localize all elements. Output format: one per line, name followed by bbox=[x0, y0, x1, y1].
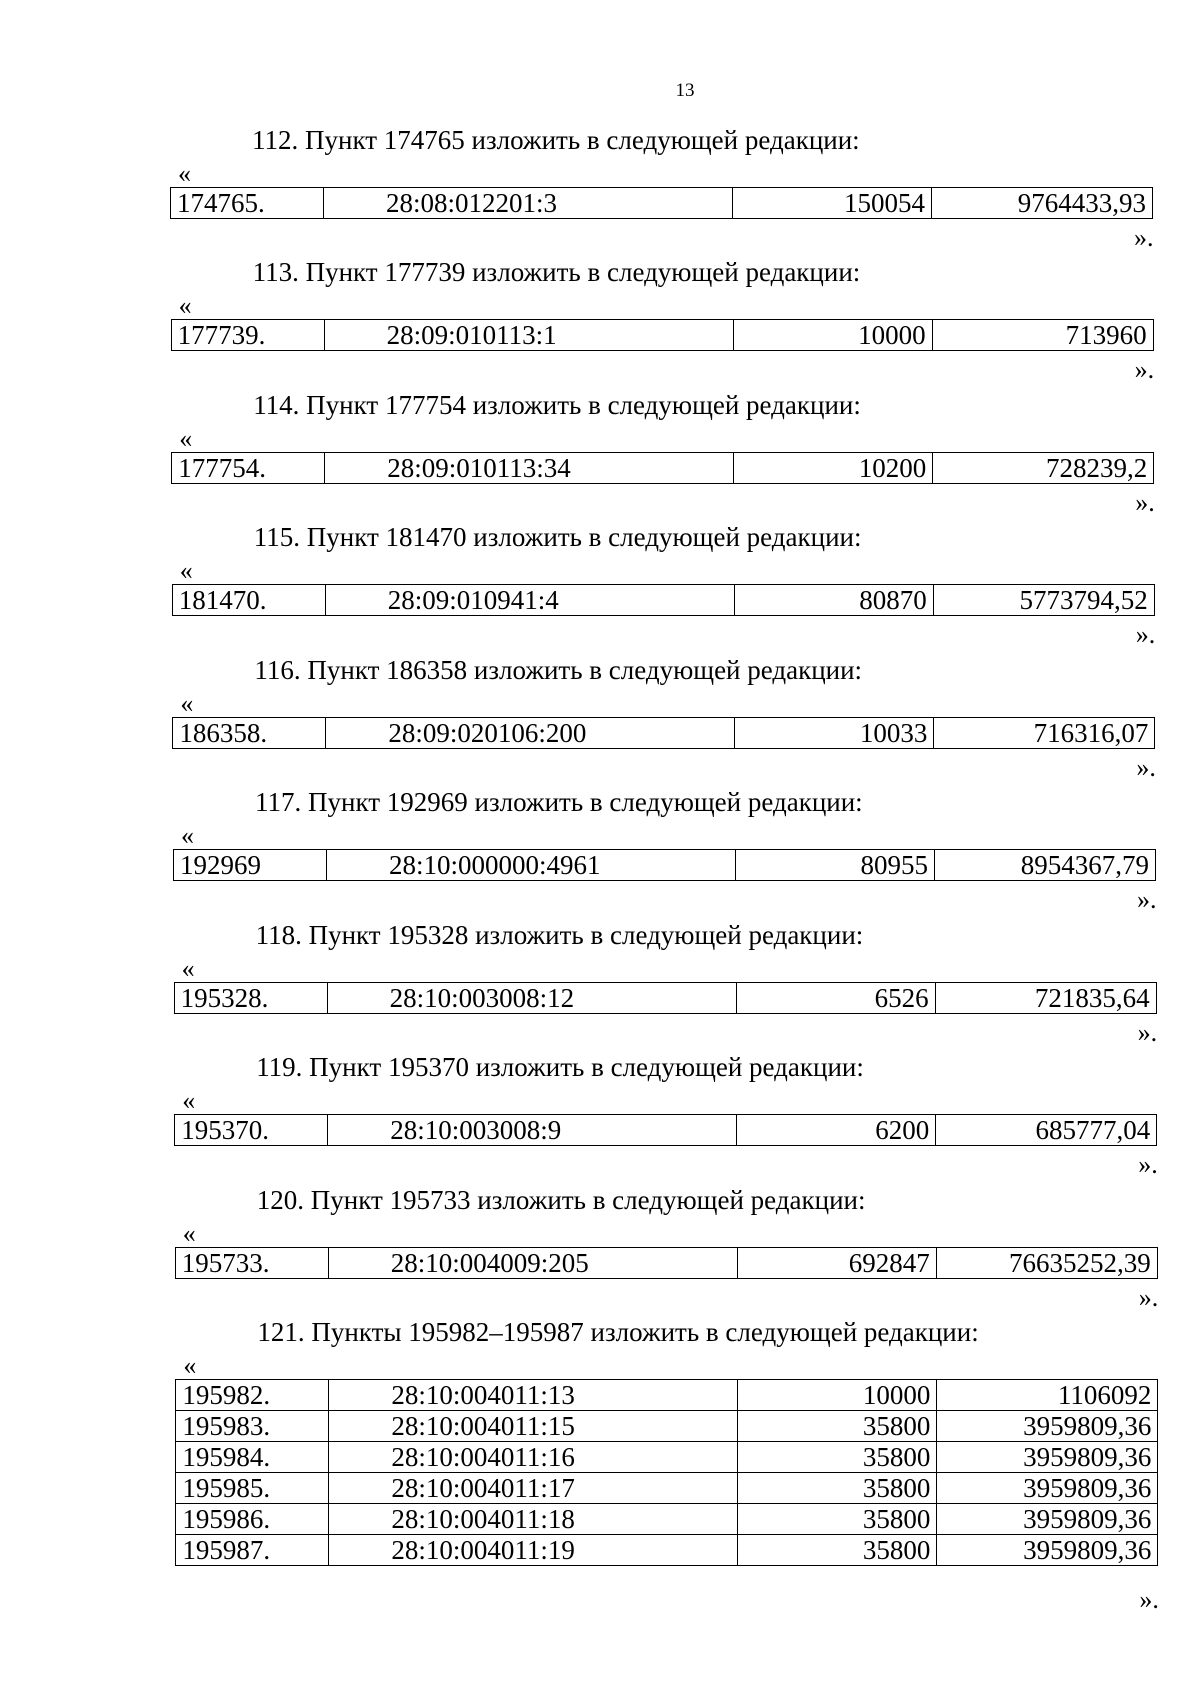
table-row bbox=[172, 453, 1154, 484]
value-cell: 1106092 bbox=[937, 1380, 1158, 1411]
open-quote: « bbox=[182, 1086, 196, 1115]
cadastral-number-cell: 28:08:012201:3 bbox=[324, 188, 733, 219]
open-quote: « bbox=[181, 954, 195, 983]
table-row bbox=[176, 1380, 1158, 1411]
open-quote: « bbox=[180, 689, 194, 718]
table-row bbox=[176, 1442, 1158, 1473]
item-number-cell: 195985. bbox=[176, 1473, 329, 1504]
close-quote: ». bbox=[1135, 488, 1155, 517]
close-quote: ». bbox=[1139, 1585, 1159, 1614]
area-cell: 6526 bbox=[736, 983, 935, 1014]
entry-table bbox=[170, 187, 1153, 219]
close-quote: ». bbox=[1134, 355, 1155, 384]
close-quote: ». bbox=[1137, 1018, 1158, 1047]
cadastral-number-cell: 28:10:004011:16 bbox=[329, 1442, 738, 1473]
item-number-cell: 195987. bbox=[176, 1535, 329, 1566]
table-row bbox=[175, 1115, 1157, 1146]
value-cell: 3959809,36 bbox=[937, 1504, 1158, 1535]
area-cell: 35800 bbox=[738, 1473, 937, 1504]
area-cell: 10000 bbox=[738, 1380, 937, 1411]
item-number-cell: 181470. bbox=[172, 585, 325, 616]
cadastral-number-cell: 28:10:004011:19 bbox=[329, 1535, 738, 1566]
table-row bbox=[176, 1473, 1158, 1504]
table-row bbox=[176, 1411, 1158, 1442]
value-cell: 685777,04 bbox=[936, 1115, 1157, 1146]
open-quote: « bbox=[178, 159, 191, 188]
section-heading: 118. Пункт 195328 изложить в следующей редакции: bbox=[255, 920, 864, 950]
section-heading: 114. Пункт 177754 изложить в следующей редакции: bbox=[253, 390, 861, 420]
table-row bbox=[172, 585, 1154, 616]
value-cell: 3959809,36 bbox=[937, 1411, 1158, 1442]
entry-table bbox=[174, 1114, 1157, 1146]
area-cell: 35800 bbox=[738, 1442, 937, 1473]
close-quote: ». bbox=[1135, 620, 1156, 649]
table-row bbox=[171, 188, 1153, 219]
entry-table bbox=[171, 319, 1154, 351]
open-quote: « bbox=[182, 1219, 196, 1248]
close-quote: ». bbox=[1136, 753, 1156, 782]
value-cell: 76635252,39 bbox=[936, 1248, 1157, 1279]
table-row bbox=[174, 983, 1156, 1014]
item-number-cell: 192969 bbox=[174, 850, 327, 881]
area-cell: 692847 bbox=[737, 1248, 936, 1279]
area-cell: 80955 bbox=[736, 850, 935, 881]
area-cell: 10033 bbox=[735, 718, 934, 749]
area-cell: 35800 bbox=[738, 1411, 937, 1442]
area-cell: 150054 bbox=[733, 188, 932, 219]
close-quote: ». bbox=[1138, 1150, 1158, 1179]
section-heading: 116. Пункт 186358 изложить в следующей редакции: bbox=[254, 655, 863, 685]
cadastral-number-cell: 28:09:010113:34 bbox=[325, 453, 734, 484]
item-number-cell: 195984. bbox=[176, 1442, 329, 1473]
item-number-cell: 195328. bbox=[174, 983, 327, 1014]
close-quote: ». bbox=[1134, 223, 1154, 252]
cadastral-number-cell: 28:10:003008:9 bbox=[328, 1115, 737, 1146]
value-cell: 728239,2 bbox=[933, 453, 1154, 484]
section-heading: 119. Пункт 195370 изложить в следующей редакции: bbox=[256, 1052, 864, 1082]
cadastral-number-cell: 28:09:020106:200 bbox=[326, 718, 735, 749]
item-number-cell: 195733. bbox=[175, 1248, 328, 1279]
area-cell: 10000 bbox=[733, 320, 932, 351]
value-cell: 3959809,36 bbox=[937, 1442, 1158, 1473]
section-heading: 115. Пункт 181470 изложить в следующей редакции: bbox=[253, 522, 862, 552]
cadastral-number-cell: 28:09:010941:4 bbox=[325, 585, 734, 616]
cadastral-number-cell: 28:10:003008:12 bbox=[327, 983, 736, 1014]
section-heading: 120. Пункт 195733 изложить в следующей редакции: bbox=[256, 1185, 866, 1215]
item-number-cell: 177754. bbox=[172, 453, 325, 484]
cadastral-number-cell: 28:09:010113:1 bbox=[324, 320, 733, 351]
area-cell: 10200 bbox=[734, 453, 933, 484]
open-quote: « bbox=[178, 291, 192, 320]
item-number-cell: 195983. bbox=[176, 1411, 329, 1442]
entry-table bbox=[174, 982, 1157, 1014]
table-row bbox=[175, 1248, 1157, 1279]
entry-table bbox=[175, 1247, 1158, 1279]
table-row bbox=[171, 320, 1153, 351]
entry-table bbox=[171, 452, 1154, 484]
open-quote: « bbox=[181, 821, 194, 850]
value-cell: 9764433,93 bbox=[932, 188, 1153, 219]
item-number-cell: 195982. bbox=[176, 1380, 329, 1411]
area-cell: 6200 bbox=[737, 1115, 936, 1146]
table-row bbox=[173, 718, 1155, 749]
section-heading: 117. Пункт 192969 изложить в следующей редакции: bbox=[255, 787, 863, 817]
open-quote: « bbox=[183, 1351, 197, 1380]
entry-table bbox=[175, 1379, 1158, 1566]
cadastral-number-cell: 28:10:004011:13 bbox=[329, 1380, 738, 1411]
value-cell: 3959809,36 bbox=[937, 1535, 1158, 1566]
cadastral-number-cell: 28:10:004011:15 bbox=[329, 1411, 738, 1442]
value-cell: 713960 bbox=[932, 320, 1153, 351]
section-heading: 113. Пункт 177739 изложить в следующей редакции: bbox=[252, 257, 861, 287]
area-cell: 35800 bbox=[738, 1535, 937, 1566]
page-number: 13 bbox=[675, 80, 695, 101]
cadastral-number-cell: 28:10:004011:18 bbox=[329, 1504, 738, 1535]
value-cell: 5773794,52 bbox=[933, 585, 1154, 616]
cadastral-number-cell: 28:10:000000:4961 bbox=[327, 850, 736, 881]
table-row bbox=[176, 1535, 1158, 1566]
area-cell: 35800 bbox=[738, 1504, 937, 1535]
item-number-cell: 174765. bbox=[171, 188, 324, 219]
entry-table bbox=[172, 584, 1155, 616]
entry-table bbox=[172, 717, 1155, 749]
cadastral-number-cell: 28:10:004011:17 bbox=[329, 1473, 738, 1504]
item-number-cell: 195370. bbox=[175, 1115, 328, 1146]
item-number-cell: 177739. bbox=[171, 320, 324, 351]
area-cell: 80870 bbox=[734, 585, 933, 616]
section-heading: 121. Пункты 195982–195987 изложить в следующей редакции: bbox=[257, 1317, 979, 1347]
value-cell: 8954367,79 bbox=[935, 850, 1156, 881]
table-row bbox=[174, 850, 1156, 881]
close-quote: ». bbox=[1137, 885, 1157, 914]
item-number-cell: 186358. bbox=[173, 718, 326, 749]
entry-table bbox=[173, 849, 1156, 881]
cadastral-number-cell: 28:10:004009:205 bbox=[328, 1248, 737, 1279]
value-cell: 716316,07 bbox=[934, 718, 1155, 749]
value-cell: 3959809,36 bbox=[937, 1473, 1158, 1504]
close-quote: ». bbox=[1138, 1283, 1159, 1312]
open-quote: « bbox=[179, 424, 193, 453]
table-row bbox=[176, 1504, 1158, 1535]
section-heading: 112. Пункт 174765 изложить в следующей редакции: bbox=[252, 125, 860, 155]
value-cell: 721835,64 bbox=[935, 983, 1156, 1014]
item-number-cell: 195986. bbox=[176, 1504, 329, 1535]
open-quote: « bbox=[179, 556, 193, 585]
